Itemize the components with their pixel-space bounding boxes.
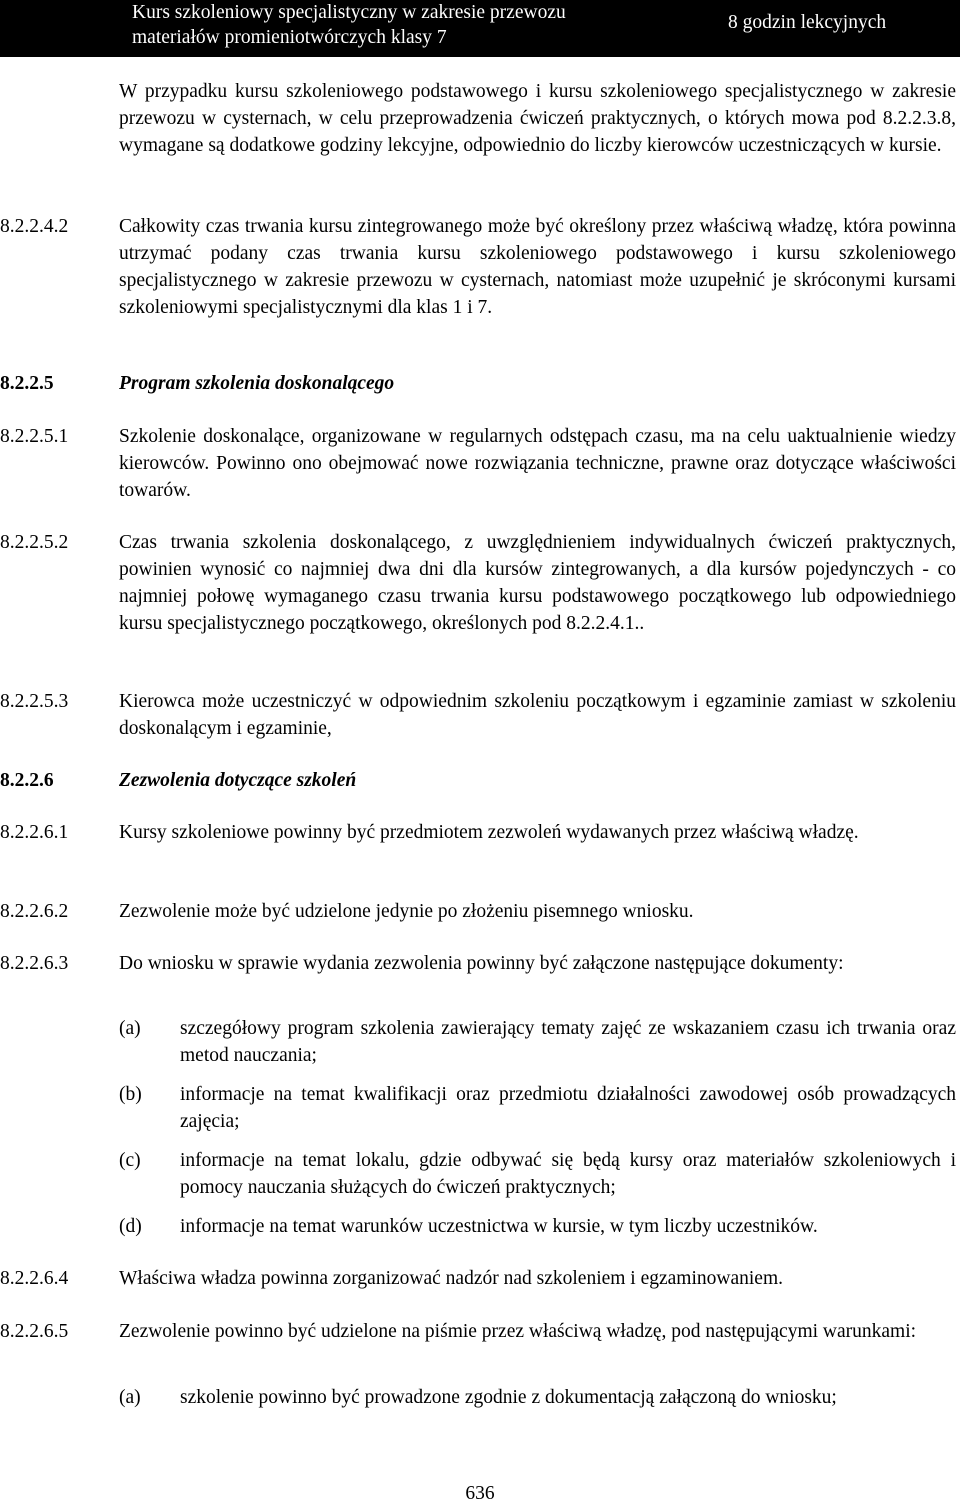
section-text: Kierowca może uczestniczyć w odpowiednim szkoleniu początkowym i egzaminie zamiast w szkoleniu doskonalącym i egzaminie,	[119, 691, 956, 739]
section-text: Zezwolenie powinno być udzielone na piśmie przez właściwą władzę, pod następującymi warunkami:	[119, 1321, 917, 1342]
section-number: 8.2.2.6.3	[0, 953, 69, 974]
section-heading: Zezwolenia dotyczące szkoleń	[119, 770, 357, 791]
section-heading: Program szkolenia doskonalącego	[119, 373, 395, 394]
list-item-letter: (c)	[119, 1150, 141, 1171]
page-header	[0, 0, 960, 57]
section-text: Czas trwania szkolenia doskonalącego, z uwzględnieniem indywidualnych ćwiczeń praktycznych, powinien wynosić co najmniej dwa dni dla kursów zintegrowanych, a dla kursów pojedynczych - co najmniej połowę wymaganego czasu trwania kursu podstawowego początkowego lub odpowiedniego kursu specjalistycznego początkowego, określonych pod 8.2.2.4.1..	[119, 532, 956, 634]
list-item: szczegółowy program szkolenia zawierający tematy zajęć ze wskazaniem czasu ich trwania oraz metod nauczania;	[180, 1018, 956, 1066]
list-item: informacje na temat kwalifikacji oraz przedmiotu działalności zawodowej osób prowadzących zajęcia;	[180, 1084, 956, 1132]
list-item: szkolenie powinno być prowadzone zgodnie z dokumentacją załączoną do wniosku;	[180, 1387, 837, 1408]
section-text: Kursy szkoleniowe powinny być przedmiotem zezwoleń wydawanych przez właściwą władzę.	[119, 822, 859, 843]
list-item: informacje na temat lokalu, gdzie odbywać się będą kursy oraz materiałów szkoleniowych i pomocy nauczania służących do ćwiczeń praktycznych;	[180, 1150, 956, 1198]
list-item-letter: (d)	[119, 1216, 142, 1237]
section-text: Zezwolenie może być udzielone jedynie po złożeniu pisemnego wniosku.	[119, 901, 694, 922]
list-item: informacje na temat warunków uczestnictwa w kursie, w tym liczby uczestników.	[180, 1216, 818, 1237]
list-item-letter: (b)	[119, 1084, 142, 1105]
header-title	[132, 0, 566, 50]
header-hours: 8 godzin lekcyjnych	[728, 12, 887, 33]
header-title-line1: Kurs szkoleniowy specjalistyczny w zakresie przewozu	[132, 2, 566, 23]
section-text: Szkolenie doskonalące, organizowane w regularnych odstępach czasu, ma na celu uaktualnienie wiedzy kierowców. Powinno ono obejmować nowe rozwiązania techniczne, prawne oraz dotyczące właściwości towarów.	[119, 426, 956, 501]
section-number: 8.2.2.6.1	[0, 822, 69, 843]
section-heading-number: 8.2.2.6	[0, 770, 54, 791]
list-item-letter: (a)	[119, 1018, 141, 1039]
header-title-line2: materiałów promieniotwórczych klasy 7	[132, 27, 447, 48]
section-number: 8.2.2.6.5	[0, 1321, 69, 1342]
section-number: 8.2.2.5.2	[0, 532, 69, 553]
page-number: 636	[465, 1483, 495, 1504]
list-item-letter: (a)	[119, 1387, 141, 1408]
section-text: Całkowity czas trwania kursu zintegrowanego może być określony przez właściwą władzę, która powinna utrzymać podany czas trwania kursu szkoleniowego podstawowego i kursu szkoleniowego specjalistycznego w zakresie przewozu w cysternach, natomiast może uzupełnić je skróconymi kursami szkoleniowymi specjalistycznymi dla klas 1 i 7.	[119, 216, 956, 318]
section-number: 8.2.2.6.4	[0, 1268, 69, 1289]
intro-paragraph: W przypadku kursu szkoleniowego podstawowego i kursu szkoleniowego specjalistycznego w zakresie przewozu w cysternach, w celu przeprowadzenia ćwiczeń praktycznych, o których mowa pod 8.2.2.3.8, wymagane są dodatkowe godziny lekcyjne, odpowiednio do liczby kierowców uczestniczących w kursie.	[119, 81, 956, 156]
section-number: 8.2.2.5.1	[0, 426, 69, 447]
section-number: 8.2.2.6.2	[0, 901, 69, 922]
section-text: Do wniosku w sprawie wydania zezwolenia powinny być załączone następujące dokumenty:	[119, 953, 844, 974]
section-number: 8.2.2.4.2	[0, 216, 69, 237]
section-number: 8.2.2.5.3	[0, 691, 69, 712]
section-heading-number: 8.2.2.5	[0, 373, 54, 394]
section-text: Właściwa władza powinna zorganizować nadzór nad szkoleniem i egzaminowaniem.	[119, 1268, 783, 1289]
